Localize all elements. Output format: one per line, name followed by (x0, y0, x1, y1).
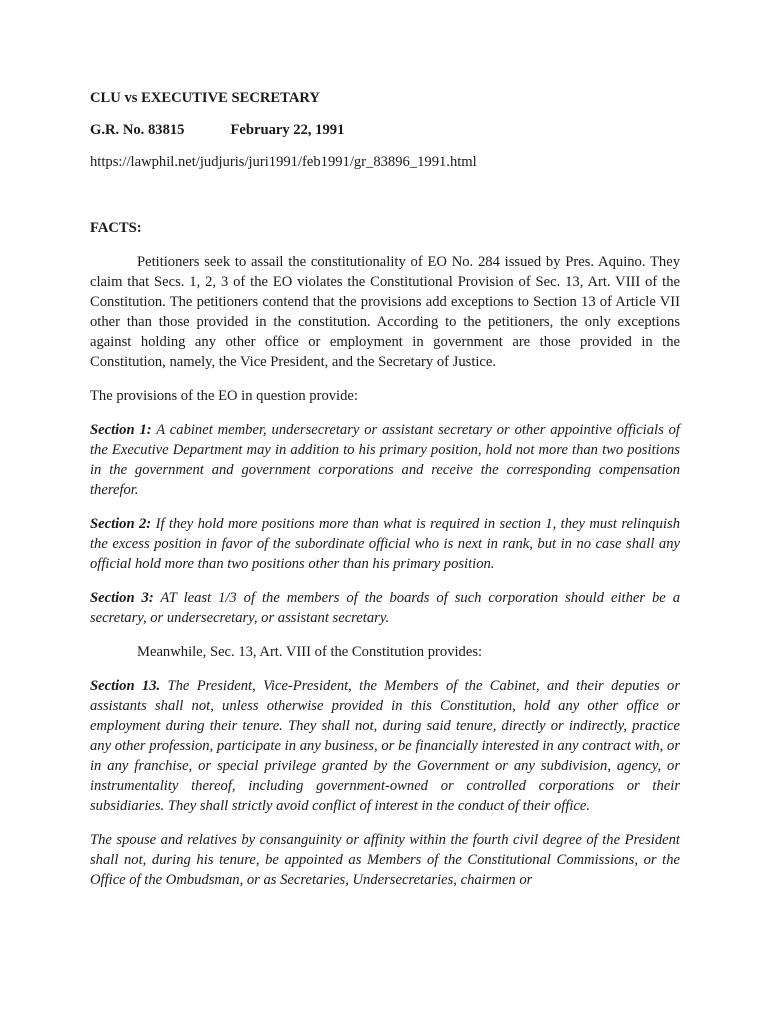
section-3-text: AT least 1/3 of the members of the boards of such corporation should either be a secretary, or undersecretary, or assistant secretary. (90, 590, 680, 626)
gr-number: G.R. No. 83815 (90, 122, 185, 138)
spouse-paragraph: The spouse and relatives by consanguinity or affinity within the fourth civil degree of the President shall not, during his tenure, be appointed as Members of the Constitutional Commissions, or the Office of the Ombudsman, or as Secretaries, Undersecretaries, chairmen or (90, 832, 680, 888)
case-reference (90, 120, 680, 140)
section-13-text: The President, Vice-President, the Members of the Cabinet, and their deputies or assistants shall not, unless otherwise provided in this Constitution, hold any other office or employment during their tenure. They shall not, during said tenure, directly or indirectly, practice any other profession, participate in any business, or be financially interested in any contract with, or in any franchise, or special privilege granted by the Government or any subdivision, agency, or instrumentality thereof, including government-owned or controlled corporations or their subsidiaries. They shall strictly avoid conflict of interest in the conduct of their office. (90, 678, 681, 814)
facts-heading: FACTS: (90, 220, 142, 236)
section-13-label: Section 13. (90, 678, 161, 694)
section-2-paragraph (90, 514, 680, 574)
meanwhile-paragraph: Meanwhile, Sec. 13, Art. VIII of the Constitution provides: (137, 644, 483, 660)
section-3-paragraph (90, 588, 680, 628)
section-2-text: If they hold more positions more than what is required in section 1, they must relinquish the excess position in favor of the subordinate official who is next in rank, but in no case shall any official hold more than two positions other than his primary position. (90, 516, 680, 572)
section-13-paragraph (90, 676, 680, 816)
provisions-intro: The provisions of the EO in question provide: (90, 388, 358, 404)
section-1-text: A cabinet member, undersecretary or assistant secretary or other appointive officials of the Executive Department may in addition to his primary position, hold not more than two positions in the government and government corporations and receive the corresponding compensation therefor. (90, 422, 680, 498)
decision-date: February 22, 1991 (230, 122, 345, 138)
section-1-label: Section 1: (90, 422, 152, 438)
section-2-label: Section 2: (90, 516, 152, 532)
case-title: CLU vs EXECUTIVE SECRETARY (90, 90, 320, 106)
section-3-label: Section 3: (90, 590, 154, 606)
source-url: https://lawphil.net/judjuris/juri1991/feb1991/gr_83896_1991.html (90, 154, 477, 170)
facts-paragraph: Petitioners seek to assail the constitutionality of EO No. 284 issued by Pres. Aquino. They claim that Secs. 1, 2, 3 of the EO violates the Constitutional Provision of Sec. 13, Art. VIII of the Constitution. The petitioners contend that the provisions add exceptions to Section 13 of Article VII other than those provided in the constitution. According to the petitioners, the only exceptions against holding any other office or employment in government are those provided in the Constitution, namely, the Vice President, and the Secretary of Justice. (90, 254, 680, 370)
section-1-paragraph (90, 420, 680, 500)
